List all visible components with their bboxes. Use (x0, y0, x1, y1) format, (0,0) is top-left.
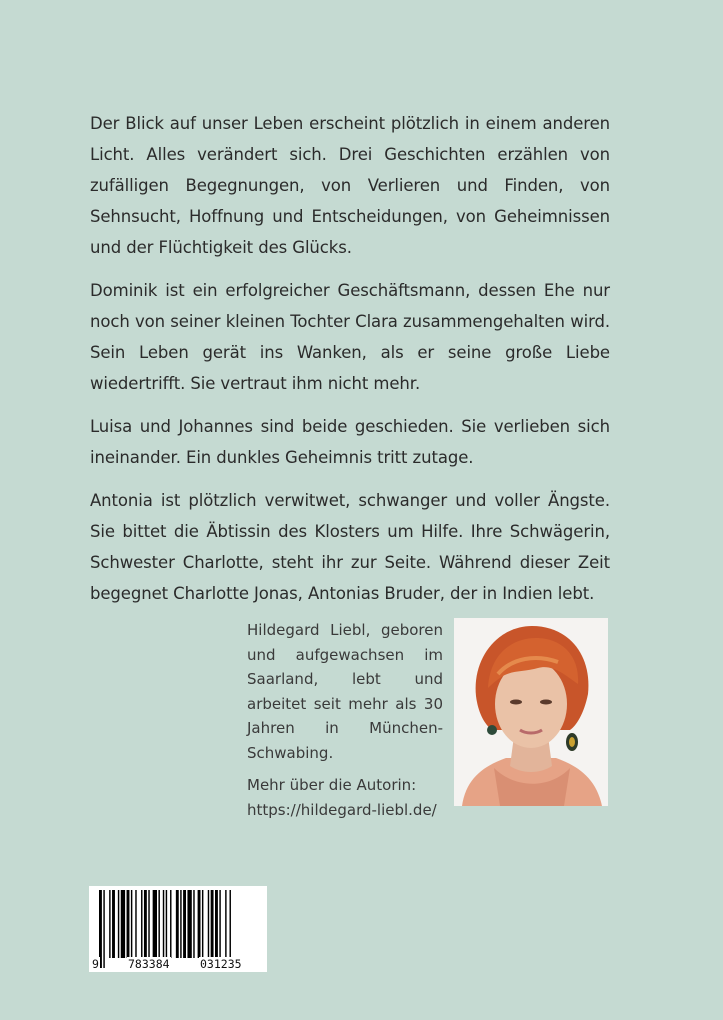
blurb-paragraph-1: Der Blick auf unser Leben erscheint plötzlich in einem anderen Licht. Alles verändert sich. Drei Geschichten erzählen von zufälligen Begegnungen, von Verlieren und Finden, von Sehnsucht, Hoffnung und Entscheidungen, von Geheimnissen und der Flüchtigkeit des Glücks. (90, 114, 610, 257)
author-bio: Hildegard Liebl, geboren und aufgewachsen im Saarland, lebt und arbeitet seit mehr als 30 Jahren in München-Schwabing. (247, 621, 443, 762)
barcode-bar (187, 890, 191, 958)
barcode-bar (219, 890, 220, 958)
author-portrait (454, 618, 608, 806)
barcode-bar (215, 890, 218, 958)
barcode-bar (211, 890, 214, 958)
back-cover-blurb (90, 108, 610, 621)
barcode-bar (208, 890, 209, 958)
author-more-label: Mehr über die Autorin: (247, 776, 417, 794)
barcode-bar (202, 890, 203, 958)
barcode-bar (158, 890, 159, 958)
barcode-bar (183, 890, 186, 958)
author-url: https://hildegard-liebl.de/ (247, 800, 437, 819)
barcode-bar (225, 890, 226, 958)
barcode-bar (109, 890, 110, 958)
barcode-bar (176, 890, 179, 958)
barcode-bar (148, 890, 149, 958)
blurb-paragraph-4: Antonia ist plötzlich verwitwet, schwanger und voller Ängste. Sie bittet die Äbtissin des Klosters um Hilfe. Ihre Schwägerin, Schwester Charlotte, steht ihr zur Seite. Während dieser Zeit begegnet Charlotte Jonas, Antonias Bruder, der in Indien lebt. (90, 491, 610, 603)
barcode-bar (144, 890, 147, 958)
barcode-digits (89, 956, 267, 972)
barcode-bar (198, 890, 201, 958)
author-section (247, 618, 607, 819)
blurb-paragraph-3: Luisa und Johannes sind beide geschieden. Sie verlieben sich ineinander. Ein dunkles Geheimnis tritt zutage. (90, 417, 610, 467)
author-portrait-image (454, 618, 608, 806)
barcode-bar (193, 890, 194, 958)
barcode-bar (127, 890, 130, 958)
barcode-digit-first: 9 (92, 957, 99, 971)
barcode-bar (118, 890, 119, 958)
barcode-bar (170, 890, 171, 958)
barcode-digits-right: 031235 (200, 957, 242, 971)
isbn-barcode (89, 886, 267, 972)
blurb-paragraph-2: Dominik ist ein erfolgreicher Geschäftsmann, dessen Ehe nur noch von seiner kleinen Tochter Clara zusammengehalten wird. Sein Leben gerät ins Wanken, als er seine große Liebe wiedertrifft. Sie vertraut ihm nicht mehr. (90, 281, 610, 393)
barcode-bar (135, 890, 136, 958)
barcode-bar (131, 890, 132, 958)
barcode-bar (163, 890, 164, 958)
barcode-bar (112, 890, 115, 958)
barcode-bar (121, 890, 125, 958)
barcode-bar (153, 890, 157, 958)
author-bio-block (247, 618, 443, 830)
barcode-bar (180, 890, 181, 958)
barcode-bar (141, 890, 142, 958)
barcode-digits-left: 783384 (128, 957, 170, 971)
